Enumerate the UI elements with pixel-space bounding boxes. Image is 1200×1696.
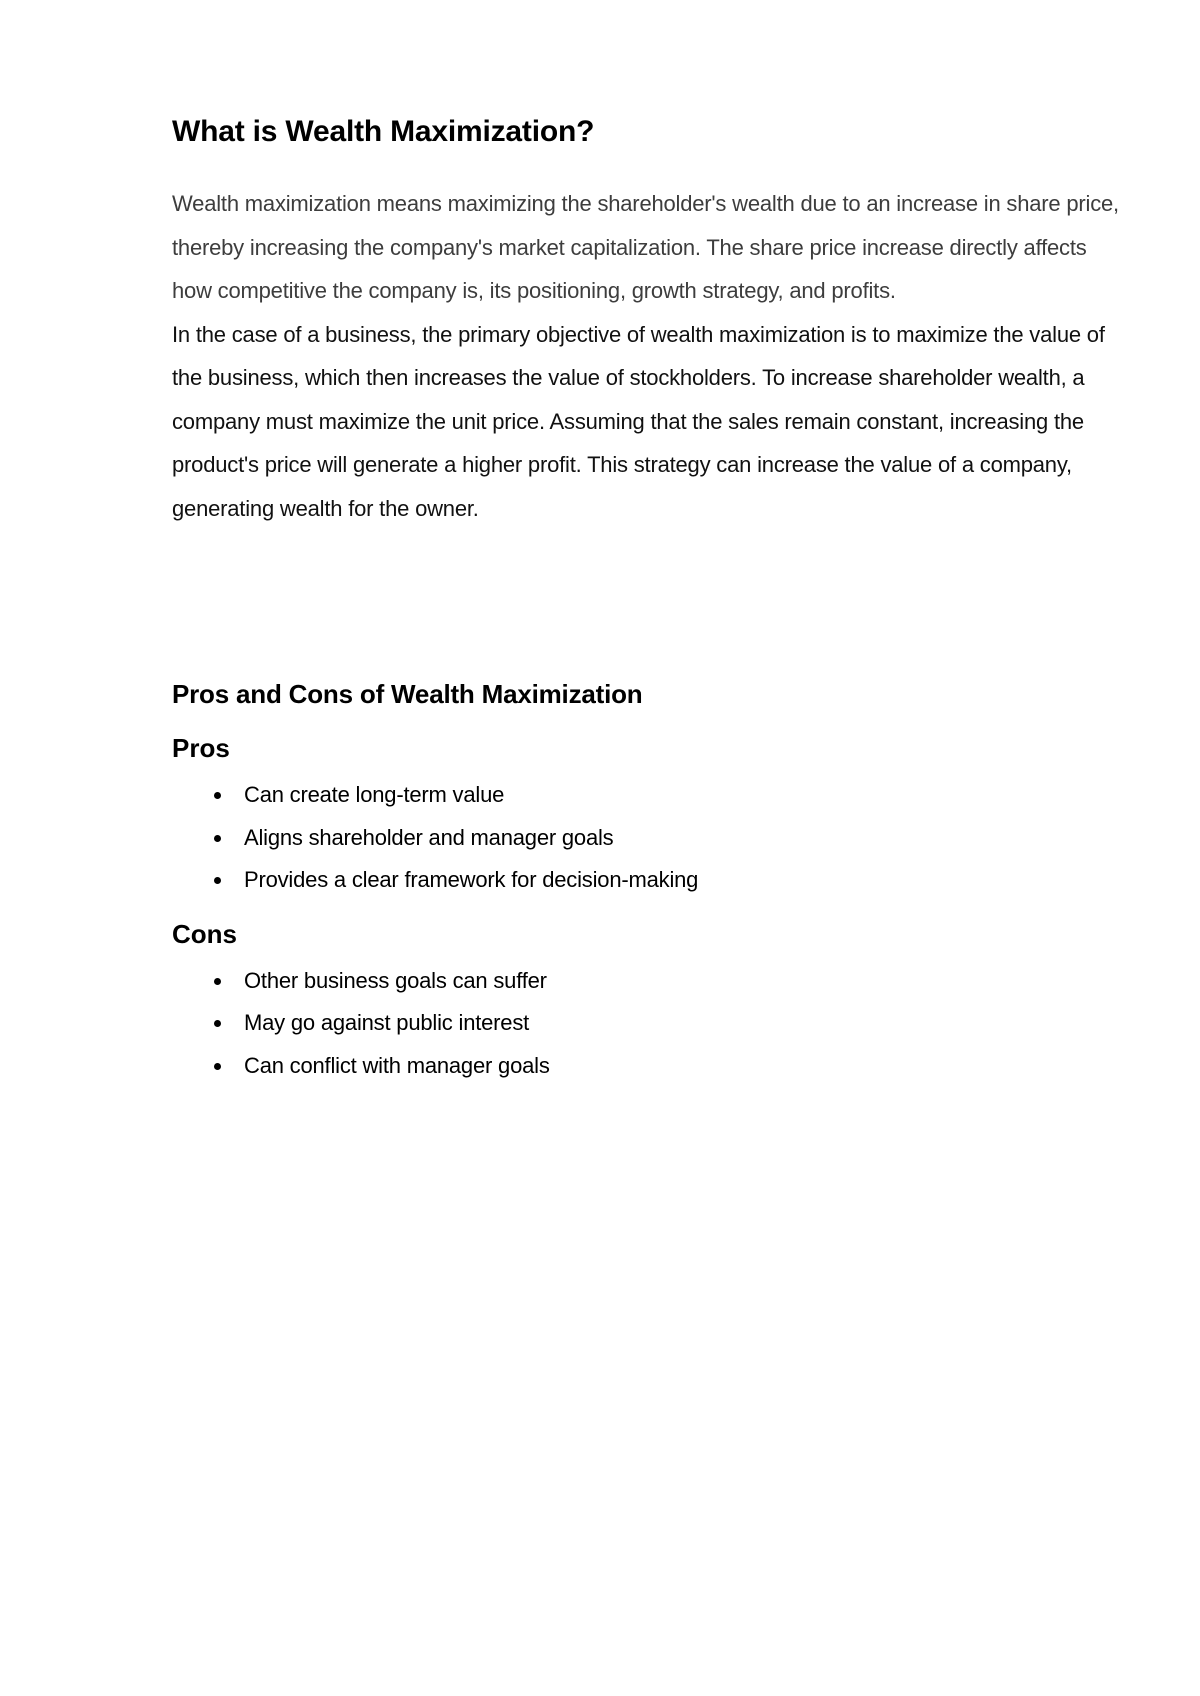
document-content <box>172 112 1122 1087</box>
section-title-pros-cons: Pros and Cons of Wealth Maximization <box>172 679 643 709</box>
bullet-icon <box>214 835 221 842</box>
bullet-icon <box>214 792 221 799</box>
paragraph-definition: Wealth maximization means maximizing the shareholder's wealth due to an increase in share price, thereby increasing the company's market capitalization. The share price increase directly affects how competitive the company is, its positioning, growth strategy, and profits. <box>172 191 1119 303</box>
list-item <box>172 859 1122 902</box>
cons-list <box>172 960 1122 1088</box>
bullet-icon <box>214 1020 221 1027</box>
list-item-text: Can create long-term value <box>244 782 505 807</box>
list-item <box>172 817 1122 860</box>
cons-heading: Cons <box>172 918 237 949</box>
list-item <box>172 1002 1122 1045</box>
list-item-text: Aligns shareholder and manager goals <box>244 824 614 850</box>
list-item-text: Other business goals can suffer <box>244 967 547 993</box>
list-item-text: Provides a clear framework for decision-making <box>244 867 699 892</box>
intro-section <box>172 182 1122 530</box>
list-item-text: May go against public interest <box>244 1010 530 1035</box>
list-item <box>172 774 1122 817</box>
list-item-text: Can conflict with manager goals <box>244 1052 550 1078</box>
page-title: What is Wealth Maximization? <box>172 115 595 148</box>
pros-heading: Pros <box>172 733 230 763</box>
paragraph-business-objective: In the case of a business, the primary objective of wealth maximization is to maximize the value of the business, which then increases the value of stockholders. To increase shareholder wealth, a company must maximize the unit price. Assuming that the sales remain constant, increasing the product's price will generate a higher profit. This strategy can increase the value of a company, generating wealth for the owner. <box>172 321 1105 521</box>
pros-list <box>172 774 1122 902</box>
list-item <box>172 1045 1122 1088</box>
bullet-icon <box>214 1063 221 1070</box>
bullet-icon <box>214 978 221 985</box>
bullet-icon <box>214 877 221 884</box>
list-item <box>172 960 1122 1003</box>
